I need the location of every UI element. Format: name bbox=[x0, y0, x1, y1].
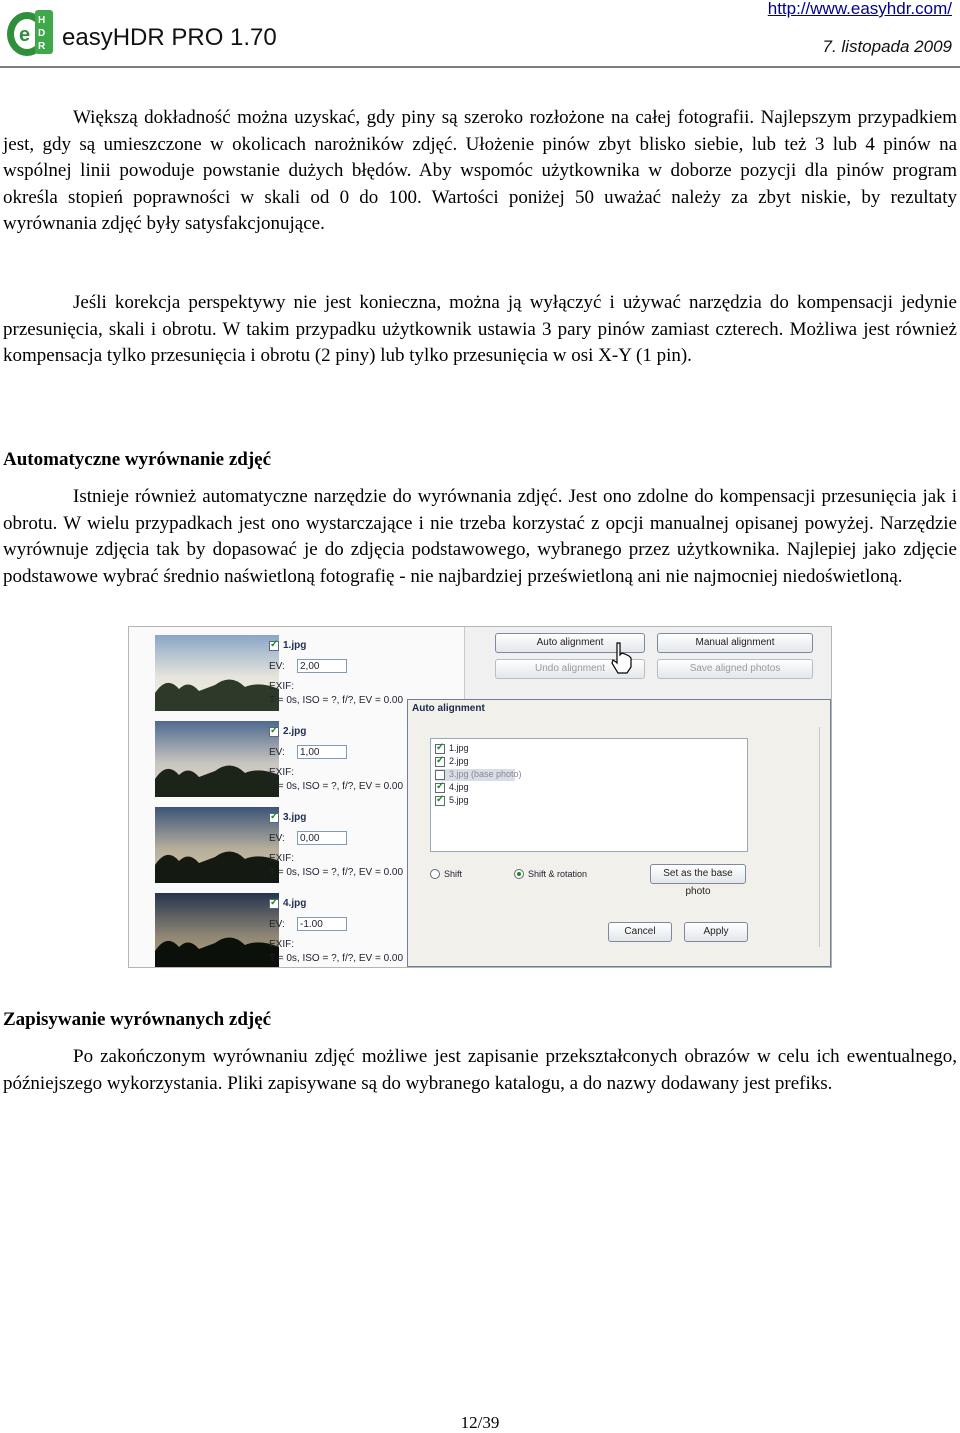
image-filename: 1.jpg bbox=[283, 640, 307, 651]
heading-save-aligned: Zapisywanie wyrównanych zdjęć bbox=[3, 1009, 272, 1030]
dialog-item-checkbox[interactable] bbox=[435, 770, 445, 780]
heading-auto-alignment: Automatyczne wyrównanie zdjęć bbox=[3, 449, 272, 470]
apply-button[interactable]: Apply bbox=[684, 922, 748, 942]
page-number: 12/39 bbox=[460, 1413, 500, 1432]
ev-input[interactable]: 1,00 bbox=[297, 745, 347, 759]
auto-alignment-button[interactable]: Auto alignment bbox=[495, 633, 645, 653]
set-base-photo-button[interactable]: Set as the base photo bbox=[650, 864, 746, 884]
shift-radio-label: Shift bbox=[444, 869, 463, 879]
easyhdr-logo-icon bbox=[5, 6, 55, 58]
photo-thumbnail bbox=[155, 893, 279, 968]
image-filename: 2.jpg bbox=[283, 726, 307, 737]
dialog-item-label: 3.jpg (base photo) bbox=[449, 769, 522, 779]
image-checkbox[interactable] bbox=[269, 813, 279, 823]
dialog-list-item-selected[interactable] bbox=[435, 769, 522, 781]
paragraph-save-aligned: Po zakończonym wyrównaniu zdjęć możliwe jest zapisanie przekształconych obrazów w celu ich ewentualnego, późniejszego wykorzystania. Pliki zapisywane są do wybranego katalogu, a do nazwy dodawany jest prefiks. bbox=[3, 1046, 957, 1094]
photo-thumbnail bbox=[155, 635, 279, 711]
image-checkbox[interactable] bbox=[269, 727, 279, 737]
paragraph-auto-alignment: Istnieje również automatyczne narzędzie do wyrównania zdjęć. Jest ono zdolne do kompensacji przesunięcia jak i obrotu. W wielu przypadkach jest ono wystarczające i nie trzeba korzystać z opcji manualnej opisanej powyżej. Narzędzie wyrównuje zdjęcia tak by dopasować je do zdjęcia podstawowego, wybranego przez użytkownika. Najlepiej jako zdjęcie podstawowe wybrać średnio naświetloną fotografię - nie najbardziej prześwietloną ani nie najmocniej niedoświetloną. bbox=[3, 486, 957, 587]
shift-rotation-radio-label: Shift & rotation bbox=[528, 869, 588, 879]
dialog-item-checkbox[interactable] bbox=[435, 783, 445, 793]
image-checkbox[interactable] bbox=[269, 641, 279, 651]
undo-alignment-button[interactable]: Undo alignment bbox=[495, 659, 645, 679]
exif-values: T = 0s, ISO = ?, f/?, EV = 0.00 bbox=[269, 695, 404, 706]
exif-values: T = 0s, ISO = ?, f/?, EV = 0.00 bbox=[269, 781, 404, 792]
ev-label: EV: bbox=[269, 919, 285, 930]
shift-radio[interactable] bbox=[430, 869, 440, 879]
dialog-image-list bbox=[430, 738, 748, 852]
manual-alignment-button[interactable]: Manual alignment bbox=[657, 633, 813, 653]
app-title: easyHDR PRO 1.70 bbox=[62, 24, 277, 51]
paragraph-pin-accuracy: Większą dokładność można uzyskać, gdy piny są szeroko rozłożone na całej fotografii. Najlepszym przypadkiem jest, gdy są umieszczone w okolicach narożników zdjęć. Ułożenie pinów zbyt blisko siebie, lub też 3 lub 4 pinów na wspólnej linii powoduje powstanie dużych błędów. Aby wspomóc użytkownika w doborze pozycji dla pinów program określa stopień poprawności w skali od 0 do 100. Wartości poniżej 50 uważać należy za zbyt niskie, by rezultaty wyrównania zdjęć były satysfakcjonujące. bbox=[3, 107, 957, 234]
hand-cursor-icon bbox=[609, 641, 637, 677]
dialog-item-label: 4.jpg bbox=[449, 782, 469, 792]
cancel-button[interactable]: Cancel bbox=[608, 922, 672, 942]
photo-thumbnail bbox=[155, 807, 279, 883]
dialog-item-checkbox[interactable] bbox=[435, 744, 445, 754]
dialog-item-label: 1.jpg bbox=[449, 743, 469, 753]
paragraph-perspective: Jeśli korekcja perspektywy nie jest konieczna, można ją wyłączyć i używać narzędzia do kompensacji jedynie przesunięcia, skali i obrotu. W takim przypadku użytkownik ustawia 3 pary pinów zamiast czterech. Możliwa jest również kompensacja tylko przesunięcia i obrotu (2 piny) lub tylko przesunięcia w osi X-Y (1 pin). bbox=[3, 292, 957, 366]
page-header bbox=[0, 0, 960, 66]
website-link[interactable]: http://www.easyhdr.com/ bbox=[767, 0, 952, 18]
save-aligned-photos-button[interactable]: Save aligned photos bbox=[657, 659, 813, 679]
exif-label: EXIF: bbox=[269, 853, 295, 864]
dialog-title: Auto alignment bbox=[412, 703, 485, 714]
exif-values: T = 0s, ISO = ?, f/?, EV = 0.00 bbox=[269, 867, 404, 878]
svg-text:H: H bbox=[38, 15, 46, 26]
image-filename: 4.jpg bbox=[283, 898, 307, 909]
exif-values: T = 0s, ISO = ?, f/?, EV = 0.00 bbox=[269, 953, 404, 964]
svg-text:R: R bbox=[38, 41, 46, 52]
alignment-screenshot bbox=[128, 626, 832, 968]
panel-edge bbox=[819, 727, 830, 947]
dialog-item-checkbox[interactable] bbox=[435, 757, 445, 767]
dialog-item-checkbox[interactable] bbox=[435, 796, 445, 806]
ev-label: EV: bbox=[269, 833, 285, 844]
exif-label: EXIF: bbox=[269, 681, 295, 692]
ev-input[interactable]: 2,00 bbox=[297, 659, 347, 673]
ev-label: EV: bbox=[269, 747, 285, 758]
shift-rotation-radio[interactable] bbox=[514, 869, 524, 879]
dialog-item-label: 2.jpg bbox=[449, 756, 469, 766]
auto-alignment-dialog bbox=[407, 699, 831, 967]
image-checkbox[interactable] bbox=[269, 899, 279, 909]
dialog-item-label: 5.jpg bbox=[449, 795, 469, 805]
exif-label: EXIF: bbox=[269, 939, 295, 950]
photo-thumbnail bbox=[155, 721, 279, 797]
svg-text:D: D bbox=[38, 28, 46, 39]
ev-input[interactable]: -1.00 bbox=[297, 917, 347, 931]
exif-label: EXIF: bbox=[269, 767, 295, 778]
ev-input[interactable]: 0,00 bbox=[297, 831, 347, 845]
image-filename: 3.jpg bbox=[283, 812, 307, 823]
document-date: 7. listopada 2009 bbox=[822, 37, 952, 56]
svg-text:e: e bbox=[19, 24, 31, 46]
ev-label: EV: bbox=[269, 661, 285, 672]
header-divider bbox=[0, 66, 960, 68]
